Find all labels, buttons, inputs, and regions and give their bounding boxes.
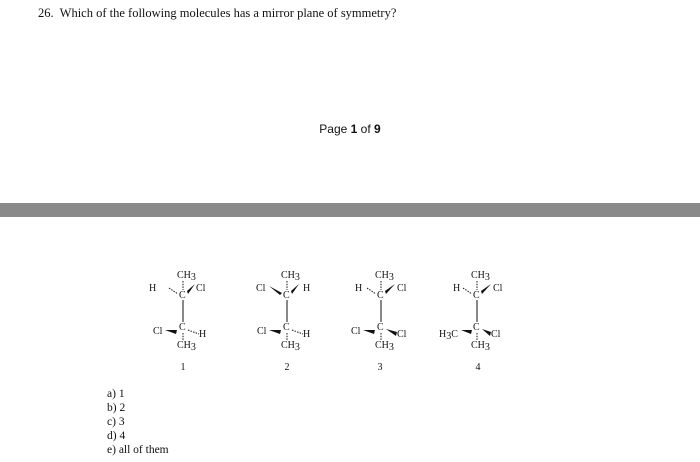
molecule-3-lower-carbon: C bbox=[377, 322, 384, 333]
page-current: 1 bbox=[350, 122, 358, 136]
molecule-4-bottom-group: CH3 bbox=[471, 340, 490, 353]
molecule-1-top-right: Cl bbox=[196, 283, 206, 294]
page-indicator bbox=[0, 122, 700, 136]
molecule-1-bottom-group: CH3 bbox=[177, 340, 196, 353]
molecule-1 bbox=[147, 264, 217, 354]
molecule-3-label: 3 bbox=[377, 362, 383, 373]
molecule-1-bottom-right: H bbox=[199, 329, 207, 340]
molecule-3-bottom-left: Cl bbox=[351, 326, 361, 337]
page-of: of bbox=[360, 122, 371, 136]
molecule-1-bottom-left: Cl bbox=[153, 326, 163, 337]
molecule-2-top-left: Cl bbox=[256, 283, 266, 294]
page-total: 9 bbox=[374, 122, 381, 136]
choice-b[interactable]: b) 2 bbox=[107, 402, 126, 414]
molecule-3 bbox=[345, 264, 415, 354]
svg-text:CH3: CH3 bbox=[177, 270, 196, 283]
choice-d[interactable]: d) 4 bbox=[107, 430, 126, 442]
molecule-4-upper-carbon: C bbox=[473, 290, 480, 301]
molecule-2-top-right: H bbox=[303, 283, 311, 294]
molecule-2-top-group: CH3 bbox=[281, 270, 300, 283]
molecule-3-top-group: CH3 bbox=[375, 270, 394, 283]
molecule-4-bottom-left: H3C bbox=[439, 329, 458, 342]
answer-choices bbox=[107, 387, 169, 457]
molecule-4-top-left: H bbox=[453, 283, 461, 294]
question-text bbox=[38, 6, 396, 21]
molecule-4-bottom-right: Cl bbox=[491, 329, 501, 340]
molecule-3-top-right: Cl bbox=[397, 283, 407, 294]
page-divider bbox=[0, 203, 700, 217]
molecule-1-top-left: H bbox=[149, 283, 157, 294]
molecule-1-top-group bbox=[177, 270, 196, 283]
molecule-3-top-left: H bbox=[355, 283, 363, 294]
molecule-1-lower-carbon: C bbox=[179, 322, 186, 333]
molecule-2-bottom-right: H bbox=[303, 329, 311, 340]
molecule-3-upper-carbon: C bbox=[377, 290, 384, 301]
molecule-2-lower-carbon: C bbox=[283, 322, 290, 333]
molecule-4-top-right: Cl bbox=[493, 283, 503, 294]
choice-a[interactable]: a) 1 bbox=[107, 388, 125, 400]
molecule-3-bottom-right: Cl bbox=[397, 329, 407, 340]
choice-c[interactable]: c) 3 bbox=[107, 416, 125, 428]
molecule-2-upper-carbon: C bbox=[283, 290, 290, 301]
choice-e[interactable]: e) all of them bbox=[107, 444, 169, 456]
question-prompt: Which of the following molecules has a mirror plane of symmetry? bbox=[59, 6, 397, 20]
molecule-4-top-group: CH3 bbox=[471, 270, 490, 283]
molecule-1-label: 1 bbox=[180, 362, 186, 373]
molecule-1-upper-carbon: C bbox=[179, 290, 186, 301]
molecule-2 bbox=[251, 264, 321, 354]
molecule-2-bottom-group: CH3 bbox=[281, 340, 300, 353]
molecule-3-bottom-group: CH3 bbox=[375, 340, 394, 353]
molecule-4 bbox=[441, 264, 511, 354]
molecule-2-label: 2 bbox=[284, 362, 290, 373]
question-number: 26. bbox=[38, 6, 54, 20]
molecule-2-bottom-left: Cl bbox=[257, 326, 267, 337]
molecule-4-lower-carbon: C bbox=[473, 322, 480, 333]
molecule-4-label: 4 bbox=[475, 362, 481, 373]
page-prefix: Page bbox=[319, 122, 348, 136]
